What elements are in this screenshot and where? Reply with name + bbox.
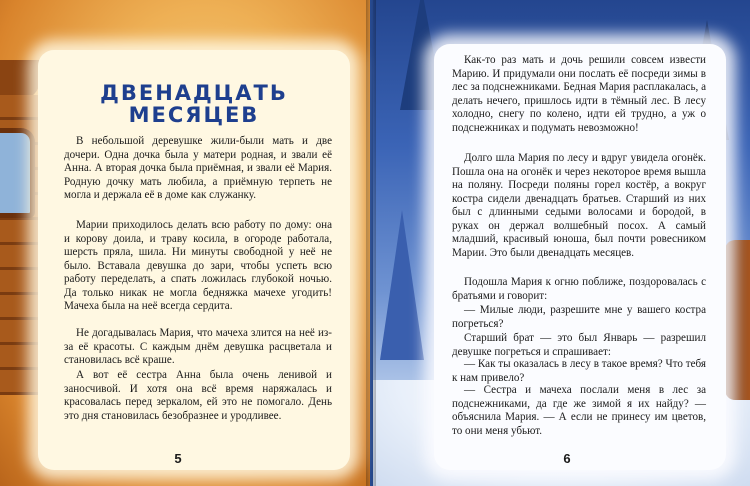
house-window-illustration bbox=[0, 128, 35, 218]
right-paragraph-3: Подошла Мария к огню поближе, поздоровалась с братьями и говорит: bbox=[452, 276, 706, 302]
book-gutter bbox=[366, 0, 376, 486]
story-title-line2: МЕСЯЦЕВ bbox=[128, 103, 260, 127]
right-paragraph-1: Как-то раз мать и дочь решили совсем извести Марию. И придумали они послать её посреди зимы в лес за подснежниками. Бедная Мария расплакалась, а делать нечего, пришлось идти в тёмный лес. В лесу холодно, снегу по колено, идти ей трудно, а уж о подснежниках и подумать невозможно! bbox=[452, 54, 706, 134]
right-paragraph-7: — Сестра и мачеха послали меня в лес за подснежниками, да где же зимой я их найду? — объяснила Мария. — А если не принесу им цветов, то они меня убьют. bbox=[452, 384, 706, 437]
fir-tree-illustration bbox=[380, 210, 424, 360]
page-number-left: 5 bbox=[174, 451, 182, 466]
right-paragraph-4: — Милые люди, разрешите мне у вашего костра погреться? bbox=[452, 304, 706, 330]
page-number-right: 6 bbox=[563, 451, 571, 466]
left-paragraph-3: Не догадывалась Мария, что мачеха злится на неё из-за её красоты. С каждым днём девушка расцветала и становилась всё краше. bbox=[64, 327, 332, 366]
left-paragraph-2: Марии приходилось делать всю работу по дому: она и корову доила, и траву косила, в огороде работала, шерсть пряла, шила. Ни минуты свободной у неё не было. Вставала девушка до зари, чтобы успеть всю работу переделать, а спать ложилась глубокой ночью. Да только никак не могла бедняжка мачехе угодить! Мачеха была на неё всегда сердита. bbox=[64, 219, 332, 312]
left-paragraph-4: А вот её сестра Анна была очень ленивой и заносчивой. И хотя она всё время наряжалась и красовалась перед зеркалом, ей это не помогало. День это дня становилась безобразнее и уродливее. bbox=[64, 369, 332, 422]
story-title-line1: ДВЕНАДЦАТЬ bbox=[100, 81, 288, 105]
right-paragraph-5: Старший брат — это был Январь — разрешил девушке погреться и спрашивает: bbox=[452, 332, 706, 358]
tree-trunk-illustration bbox=[725, 240, 750, 400]
left-paragraph-1: В небольшой деревушке жили-были мать и две дочери. Одна дочка была у матери родная, и звали её Анна. А вторая дочка была приёмная, и звали её Мария. Родную дочку мать любила, а приёмную терпеть не могла и держала её в доме как служанку. bbox=[64, 135, 332, 201]
house-roof-illustration bbox=[0, 60, 40, 100]
right-paragraph-6: — Как ты оказалась в лесу в такое время? Что тебя к нам привело? bbox=[452, 358, 706, 384]
right-paragraph-2: Долго шла Мария по лесу и вдруг увидела огонёк. Пошла она на огонёк и через некоторое время вышла на поляну. Посреди поляны горел костёр, а вокруг костра сидели двенадцать братьев. Старший из них был с длинными седыми волосами и бородой, в руках он держал волшебный посох. А самый младший, красивый юноша, был почти ровесником Марии. Это были двенадцать месяцев. bbox=[452, 152, 706, 259]
